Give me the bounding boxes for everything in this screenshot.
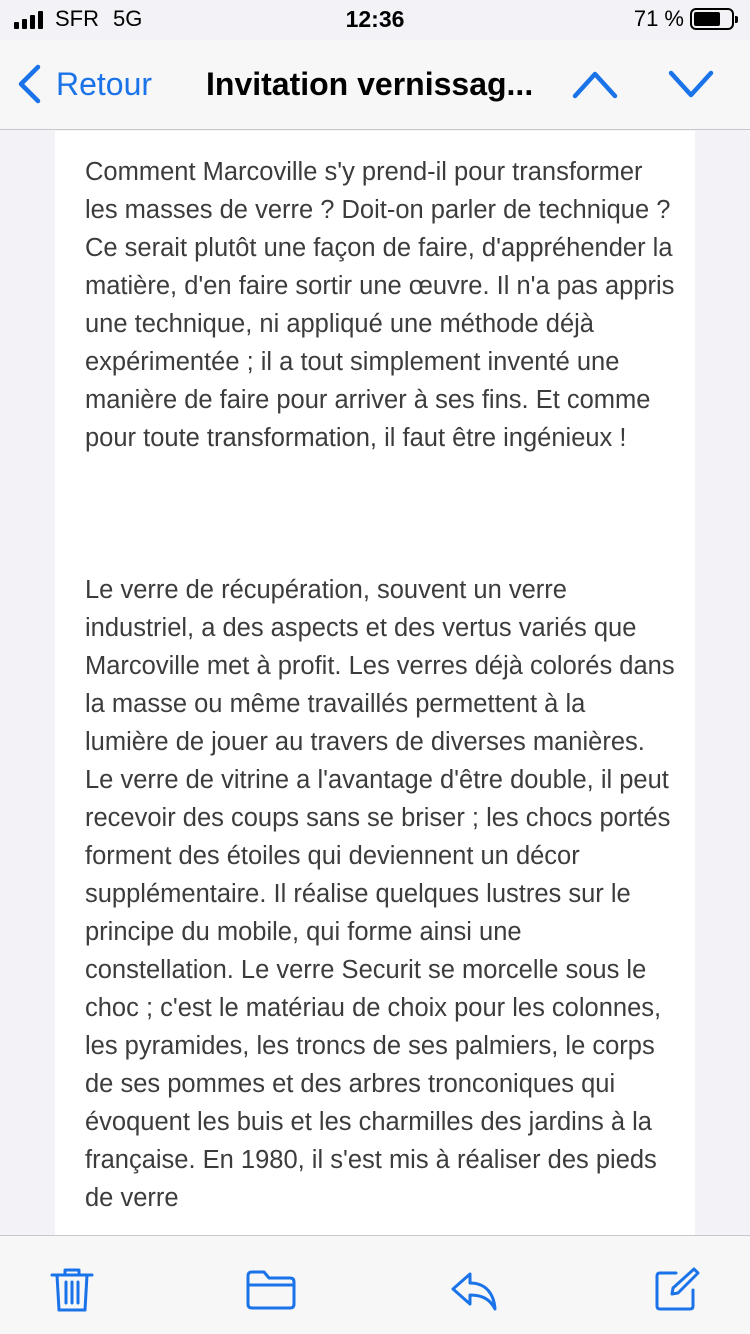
reply-button[interactable] xyxy=(450,1270,498,1312)
status-time: 12:36 xyxy=(345,6,405,32)
status-bar xyxy=(0,0,750,40)
message-paragraph: Le verre de récupération, souvent un verre industriel, a des aspects et des vertus variés que Marcoville met à profit. Les verres déjà colorés dans la masse ou même travaillés permettent à la lumière de jouer au travers de diverses manières. Le verre de vitrine a l'avantage d'être double, il peut recevoir des coups sans se briser ; les chocs portés forment des étoiles qui deviennent un décor supplémentaire. Il réalise quelques lustres sur le principe du mobile, qui forme ainsi une constellation. Le verre Securit se morcelle sous le choc ; c'est le matériau de choix pour les colonnes, les pyramides, les troncs de ses palmiers, le corps de ses pommes et des arbres tronconiques qui évoquent les buis et les charmilles des jardins à la française. En 1980, il s'est mis à réaliser des pieds de verre xyxy=(85,576,675,1212)
message-paragraph: Comment Marcoville s'y prend-il pour transformer les masses de verre ? Doit-on parler de technique ? Ce serait plutôt une façon de faire, d'appréhender la matière, d'en faire sortir une œuvre. Il n'a pas appris une technique, ni appliqué une méthode déjà expérimentée ; il a tout simplement inventé une manière de faire pour arriver à ses fins. Et comme pour toute transformation, il faut être ingénieux ! xyxy=(85,158,675,452)
trash-button[interactable] xyxy=(50,1266,94,1314)
chevron-left-icon xyxy=(16,64,42,104)
message-body[interactable] xyxy=(55,131,695,1235)
battery-icon xyxy=(690,8,734,30)
network-type: 5G xyxy=(113,6,143,31)
battery-fill xyxy=(694,12,720,26)
status-right xyxy=(634,6,734,32)
compose-button[interactable] xyxy=(654,1266,700,1312)
trash-icon xyxy=(50,1266,94,1314)
move-to-folder-button[interactable] xyxy=(246,1270,296,1310)
battery-percent: 71 % xyxy=(633,6,684,31)
back-label: Retour xyxy=(56,65,153,102)
folder-icon xyxy=(246,1270,296,1310)
reply-icon xyxy=(450,1270,498,1312)
chevron-up-icon[interactable] xyxy=(572,68,618,100)
chevron-down-icon[interactable] xyxy=(668,68,714,100)
battery-cap xyxy=(735,16,738,23)
compose-icon xyxy=(654,1266,700,1312)
message-title: Invitation vernissag... xyxy=(206,66,534,102)
back-button[interactable] xyxy=(16,62,152,106)
bottom-toolbar xyxy=(0,1235,750,1334)
carrier-name: SFR xyxy=(55,6,99,31)
navigation-bar xyxy=(0,40,750,130)
